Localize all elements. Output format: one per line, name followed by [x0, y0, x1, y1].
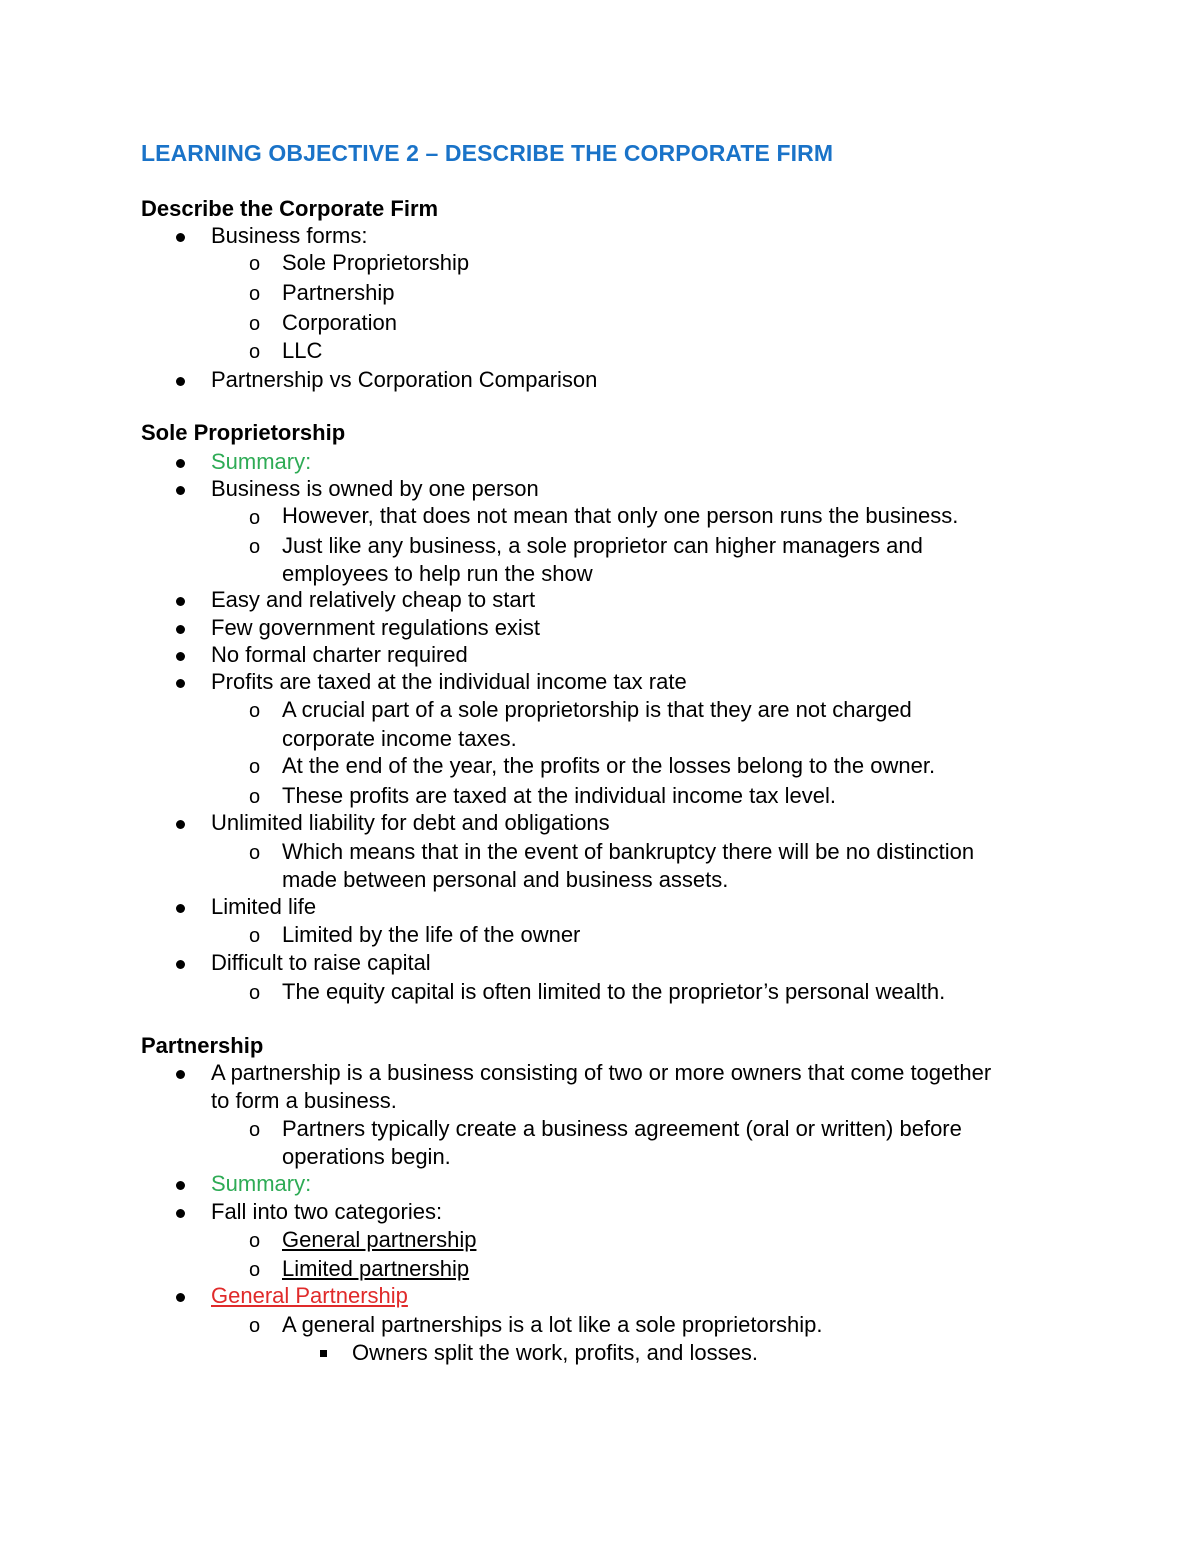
list-item: Corporation — [282, 310, 397, 335]
circle-bullet-icon: o — [249, 1315, 261, 1337]
list-item: Partnership vs Corporation Comparison — [211, 367, 598, 392]
bullet-icon — [176, 1070, 185, 1079]
bullet-icon — [176, 597, 185, 606]
bullet-icon — [176, 1209, 185, 1218]
bullet-icon — [176, 1293, 185, 1302]
list-item: Business forms: — [211, 223, 368, 248]
circle-bullet-icon: o — [249, 253, 261, 275]
bullet-icon — [176, 625, 185, 634]
circle-bullet-icon: o — [249, 982, 261, 1004]
circle-bullet-icon: o — [249, 700, 261, 722]
square-bullet-icon — [320, 1350, 327, 1357]
list-item-continuation: operations begin. — [282, 1144, 451, 1169]
bullet-icon — [176, 233, 185, 242]
circle-bullet-icon: o — [249, 756, 261, 778]
list-item: The equity capital is often limited to the proprietor’s personal wealth. — [282, 979, 946, 1004]
circle-bullet-icon: o — [249, 283, 261, 305]
list-item: Limited by the life of the owner — [282, 922, 581, 947]
heading-sole-proprietorship: Sole Proprietorship — [141, 420, 346, 445]
list-item: However, that does not mean that only one person runs the business. — [282, 503, 959, 528]
heading-describe-corporate-firm: Describe the Corporate Firm — [141, 196, 439, 221]
list-item-continuation: employees to help run the show — [282, 561, 593, 586]
list-item: Fall into two categories: — [211, 1199, 443, 1224]
list-item: Which means that in the event of bankruptcy there will be no distinction — [282, 839, 975, 864]
list-item: Sole Proprietorship — [282, 250, 470, 275]
list-item: General partnership — [282, 1227, 477, 1252]
bullet-icon — [176, 1181, 185, 1190]
list-item: Few government regulations exist — [211, 615, 540, 640]
circle-bullet-icon: o — [249, 1119, 261, 1141]
list-item: These profits are taxed at the individual income tax level. — [282, 783, 836, 808]
list-item: No formal charter required — [211, 642, 468, 667]
list-item: Partnership — [282, 280, 395, 305]
circle-bullet-icon: o — [249, 786, 261, 808]
bullet-icon — [176, 679, 185, 688]
list-item: Limited partnership — [282, 1256, 470, 1281]
list-item: Owners split the work, profits, and losses. — [352, 1340, 758, 1365]
list-item-continuation: made between personal and business assets. — [282, 867, 729, 892]
bullet-icon — [176, 820, 185, 829]
list-item: Unlimited liability for debt and obligations — [211, 810, 610, 835]
circle-bullet-icon: o — [249, 313, 261, 335]
general-partnership-label: General Partnership — [211, 1283, 408, 1308]
circle-bullet-icon: o — [249, 1230, 261, 1252]
bullet-icon — [176, 960, 185, 969]
circle-bullet-icon: o — [249, 341, 261, 363]
circle-bullet-icon: o — [249, 842, 261, 864]
list-item: Difficult to raise capital — [211, 950, 431, 975]
list-item-continuation: corporate income taxes. — [282, 726, 517, 751]
bullet-icon — [176, 486, 185, 495]
list-item: Business is owned by one person — [211, 476, 539, 501]
circle-bullet-icon: o — [249, 1259, 261, 1281]
list-item-continuation: to form a business. — [211, 1088, 397, 1113]
list-item: Profits are taxed at the individual income tax rate — [211, 669, 687, 694]
list-item: Limited life — [211, 894, 317, 919]
list-item: At the end of the year, the profits or the losses belong to the owner. — [282, 753, 936, 778]
list-item: Just like any business, a sole proprietor can higher managers and — [282, 533, 923, 558]
list-item: A general partnerships is a lot like a sole proprietorship. — [282, 1312, 823, 1337]
summary-label: Summary: — [211, 1171, 312, 1196]
bullet-icon — [176, 652, 185, 661]
list-item: Partners typically create a business agreement (oral or written) before — [282, 1116, 962, 1141]
bullet-icon — [176, 904, 185, 913]
circle-bullet-icon: o — [249, 536, 261, 558]
circle-bullet-icon: o — [249, 507, 261, 529]
list-item: A crucial part of a sole proprietorship is that they are not charged — [282, 697, 912, 722]
bullet-icon — [176, 377, 185, 386]
heading-partnership: Partnership — [141, 1033, 264, 1058]
summary-label: Summary: — [211, 449, 312, 474]
list-item: Easy and relatively cheap to start — [211, 587, 536, 612]
circle-bullet-icon: o — [249, 925, 261, 947]
list-item: A partnership is a business consisting of two or more owners that come together — [211, 1060, 992, 1085]
page-title: LEARNING OBJECTIVE 2 – DESCRIBE THE CORPORATE FIRM — [141, 140, 834, 166]
bullet-icon — [176, 459, 185, 468]
list-item: LLC — [282, 338, 323, 363]
